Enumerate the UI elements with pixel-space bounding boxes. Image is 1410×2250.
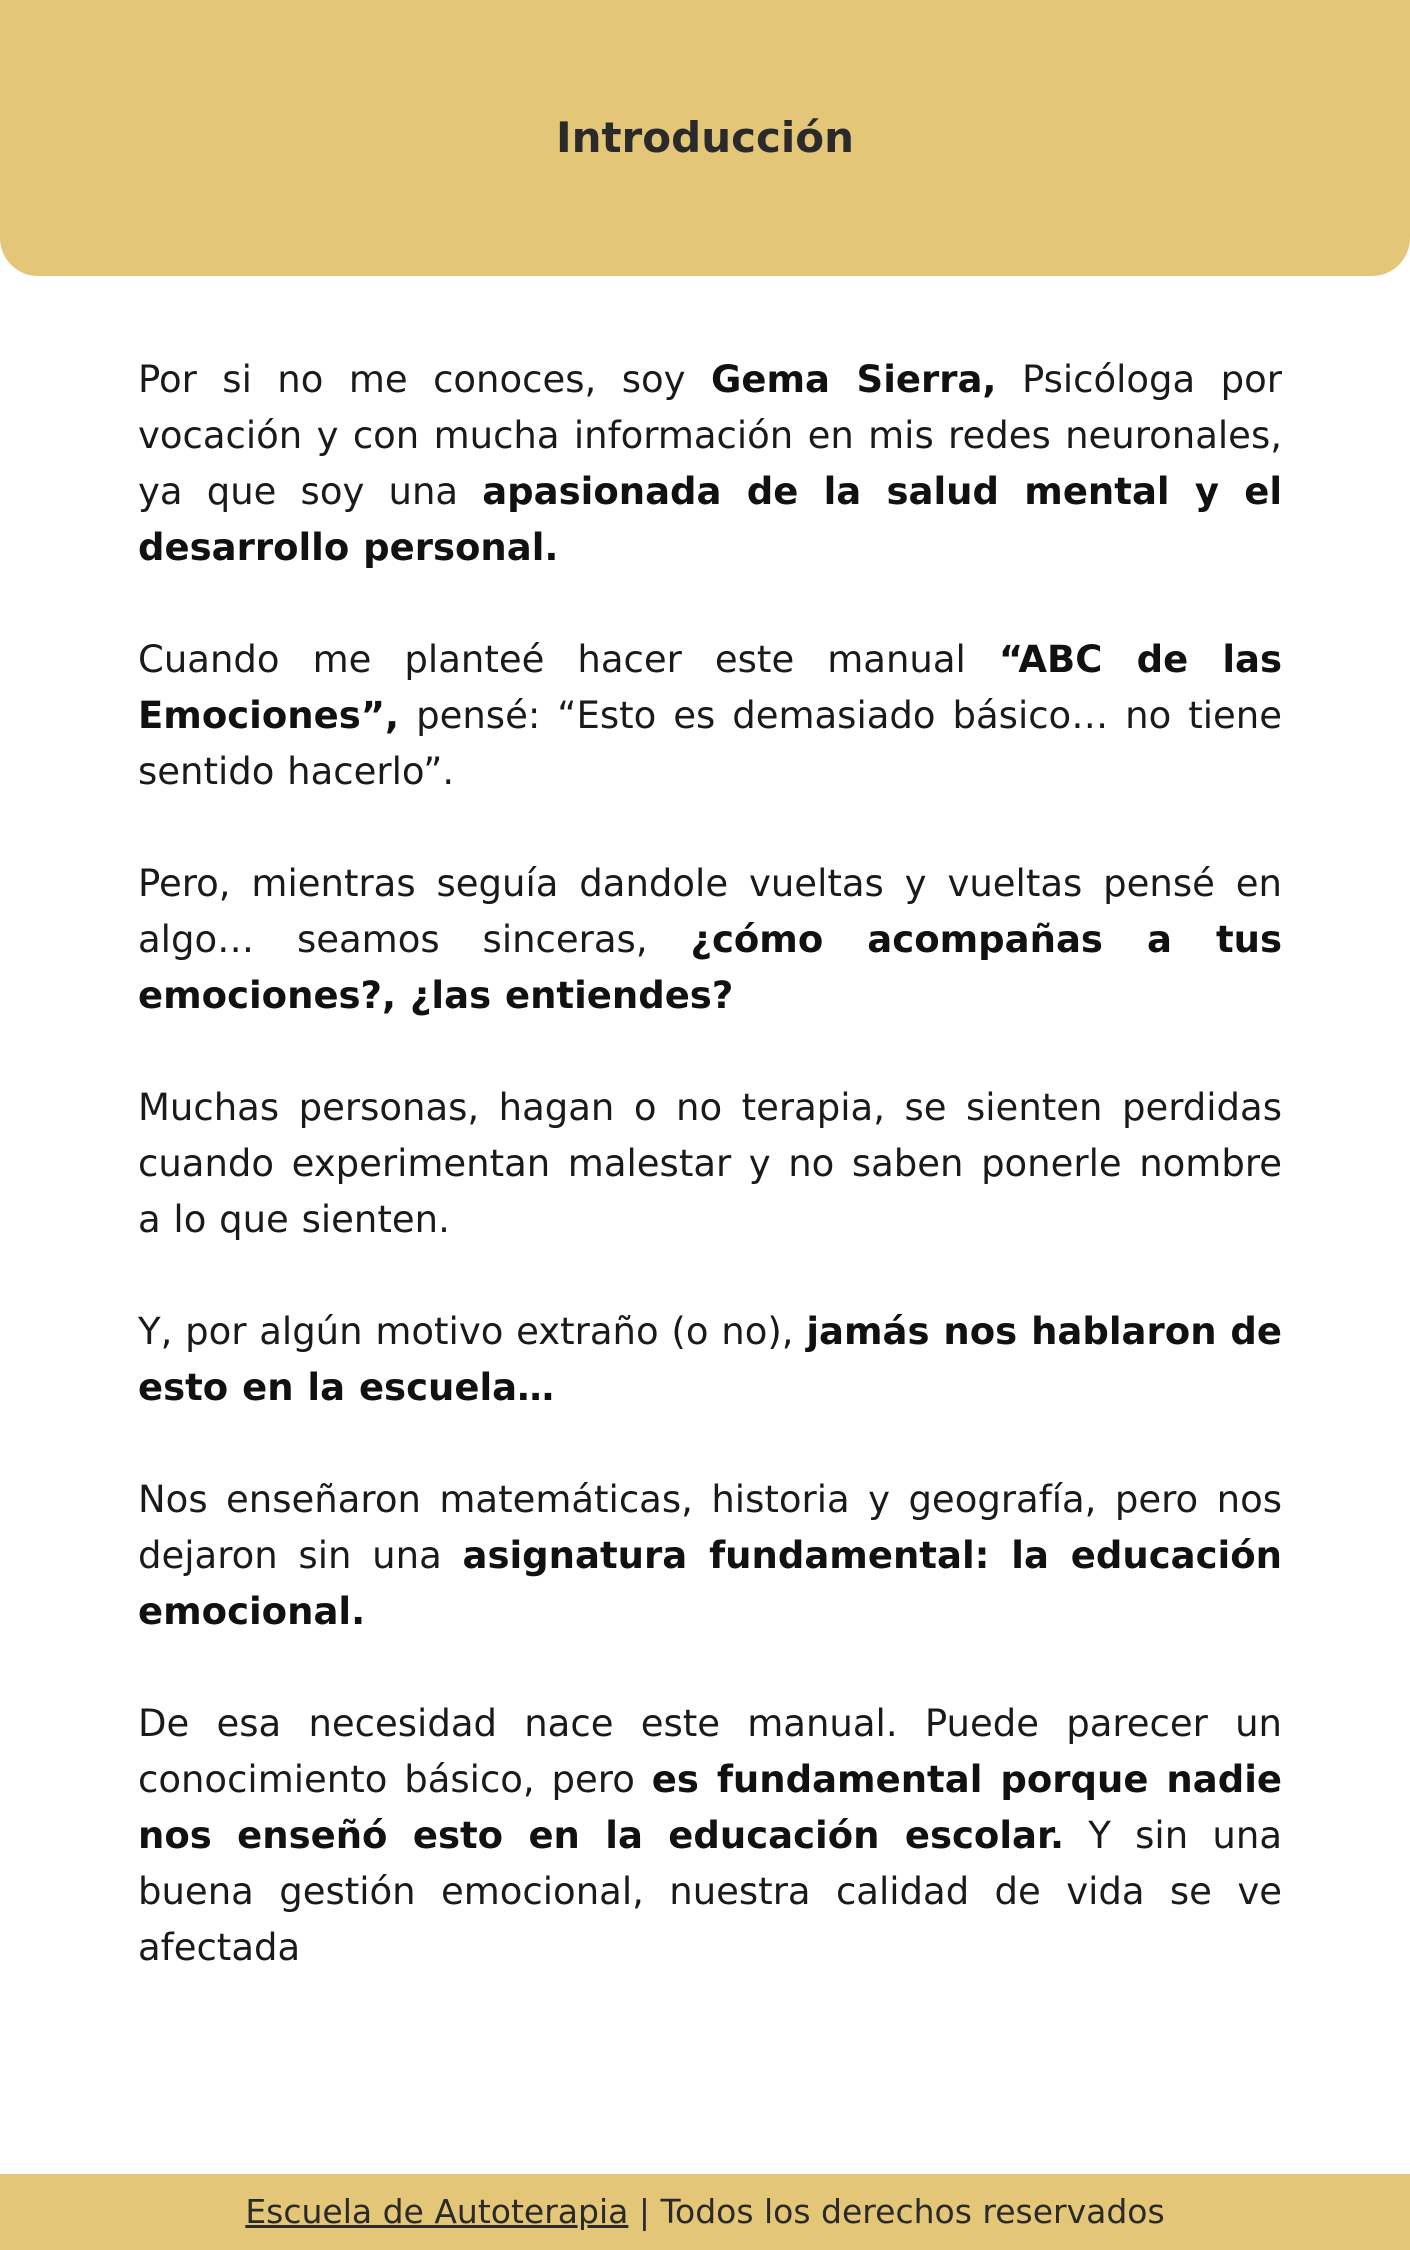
paragraph-text: De esa necesidad nace este manual. Puede parecer un conocimiento básico, pero	[138, 1702, 1282, 1801]
paragraph-manual	[138, 632, 1282, 800]
paragraph-question	[138, 856, 1282, 1024]
page-title: Introducción	[555, 113, 855, 162]
paragraph-text: Y, por algún motivo extraño (o no),	[138, 1310, 807, 1353]
paragraph-text: Y sin una buena gestión emocional, nuestra calidad de vida se ve afectada	[138, 1814, 1282, 1969]
paragraph-school	[138, 1304, 1282, 1416]
paragraph-emphasis: jamás nos hablaron de esto en la escuela…	[138, 1310, 1283, 1409]
paragraph-text: Nos enseñaron matemáticas, historia y geografía, pero nos dejaron sin una	[138, 1478, 1282, 1577]
paragraph-need	[138, 1696, 1282, 1976]
main-content	[138, 352, 1282, 2032]
paragraph-text: Pero, mientras seguía dandole vueltas y vueltas pensé en algo… seamos sinceras,	[138, 862, 1282, 961]
paragraph-emphasis: ¿cómo acompañas a tus emociones?, ¿las entiendes?	[138, 918, 1282, 1017]
paragraph-text: Cuando me planteé hacer este manual	[138, 638, 999, 681]
paragraph-subjects	[138, 1472, 1282, 1640]
paragraph-text: Muchas personas, hagan o no terapia, se sienten perdidas cuando experimentan malestar y no saben ponerle nombre a lo que sienten.	[138, 1086, 1282, 1241]
paragraph-emphasis: Gema Sierra,	[711, 358, 997, 401]
paragraph-intro	[138, 352, 1282, 576]
page-footer	[0, 2174, 1410, 2250]
paragraph-text: Por si no me conoces, soy	[138, 358, 711, 401]
footer-link-escuela[interactable]: Escuela de Autoterapia	[245, 2192, 629, 2231]
paragraph-emphasis: asignatura fundamental: la educación emocional.	[138, 1534, 1282, 1633]
paragraph-emphasis: “ABC de las Emociones”,	[138, 638, 1282, 737]
paragraph-people	[138, 1080, 1282, 1248]
paragraph-emphasis: es fundamental porque nadie nos enseñó esto en la educación escolar.	[138, 1758, 1282, 1857]
paragraph-text: Psicóloga por vocación y con mucha información en mis redes neuronales, ya que soy una	[138, 358, 1283, 513]
footer-rights: Todos los derechos reservados	[660, 2192, 1165, 2231]
page-header	[0, 0, 1410, 276]
paragraph-emphasis: apasionada de la salud mental y el desarrollo personal.	[138, 470, 1282, 569]
footer-separator: |	[628, 2192, 661, 2231]
paragraph-text: pensé: “Esto es demasiado básico… no tiene sentido hacerlo”.	[138, 694, 1282, 793]
